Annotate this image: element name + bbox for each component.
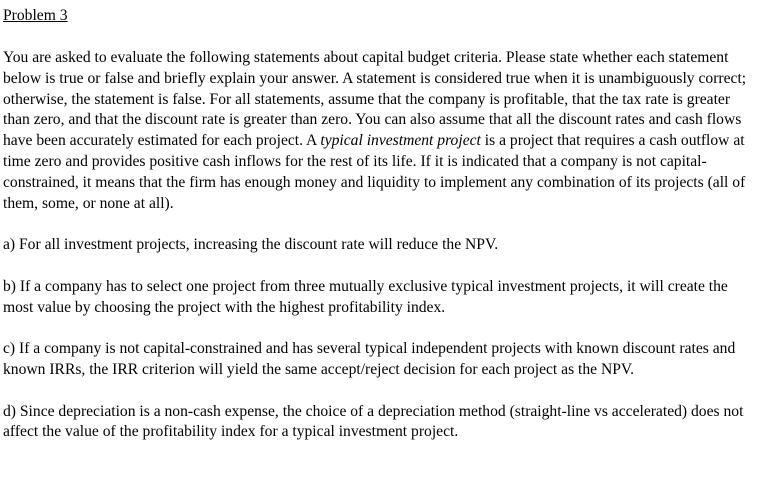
intro-text-part2: is a project that requires a cash outflow at time zero and provides positive cash inflows for the rest of its life. If it is indicated that a company is not capital-constrained, it means that the firm has enough money and liquidity to implement any combination of its projects (all of them, some, or none at all).	[3, 132, 746, 212]
problem-intro	[3, 48, 760, 214]
statement-c: c) If a company is not capital-constrained and has several typical independent projects with known discount rates and known IRRs, the IRR criterion will yield the same accept/reject decision for each project as the NPV.	[3, 340, 736, 378]
intro-italic-term: typical investment project	[320, 132, 481, 150]
intro-text-part1: You are asked to evaluate the following statements about capital budget criteria. Please state whether each statement below is true or false and briefly explain your answer. A statement is considered true when it is unambiguously correct; otherwise, the statement is false. For all statements, assume that the company is profitable, that the tax rate is greater than zero, and that the discount rate is greater than zero. You can also assume that all the discount rates and cash flows have been accurately estimated for each project. A	[3, 49, 747, 150]
problem-title: Problem 3	[3, 7, 68, 24]
statement-b: b) If a company has to select one project from three mutually exclusive typical investment projects, it will create the most value by choosing the project with the highest profitability index.	[3, 277, 728, 316]
statement-d: d) Since depreciation is a non-cash expense, the choice of a depreciation method (straight-line vs accelerated) does not affect the value of the profitability index for a typical investment project.	[3, 402, 744, 441]
statement-a: a) For all investment projects, increasing the discount rate will reduce the NPV.	[3, 236, 499, 254]
